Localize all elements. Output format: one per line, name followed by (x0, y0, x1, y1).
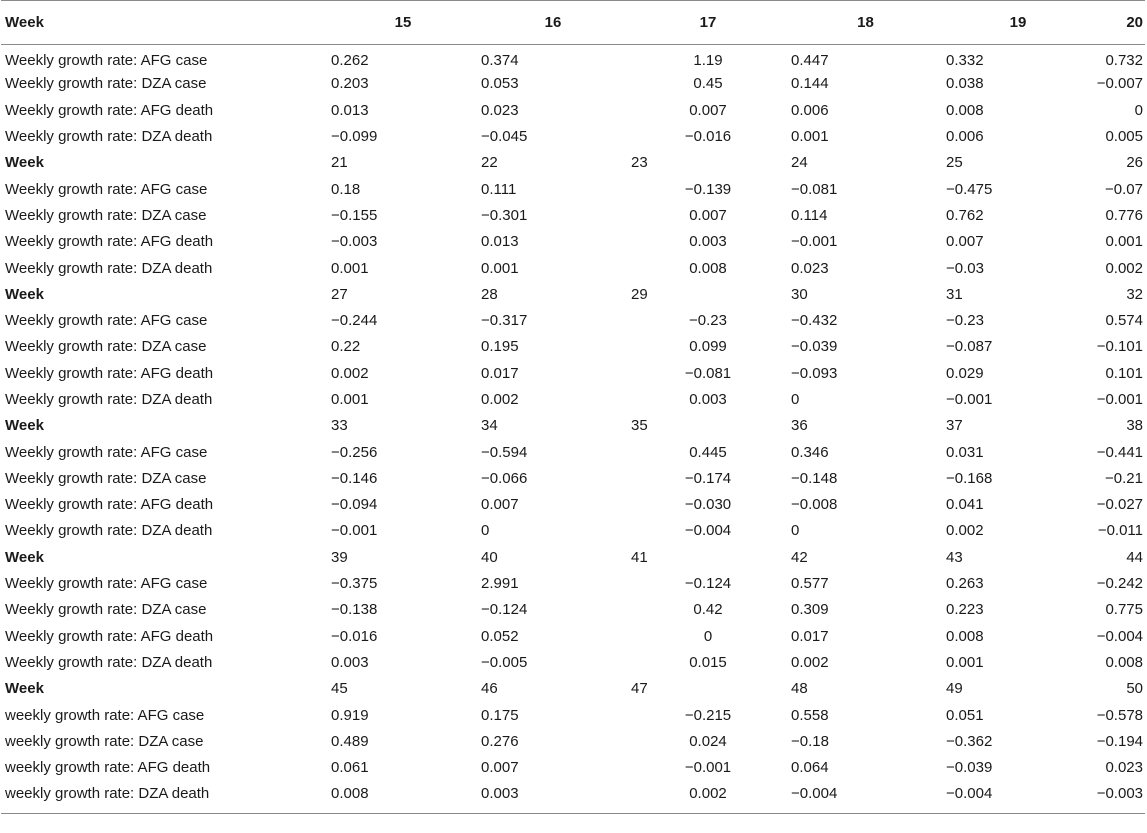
table-row (1, 229, 1145, 255)
row-label: weekly growth rate: AFG death (5, 759, 211, 777)
value-cell: 0.007 (481, 496, 519, 514)
value-cell: 0.053 (481, 75, 519, 93)
value-cell: −0.004 (791, 785, 838, 803)
value-cell: 0.052 (481, 627, 519, 645)
week-number-cell: 50 (1126, 680, 1143, 698)
value-cell: −0.081 (791, 180, 838, 198)
week-number-cell: 44 (1126, 548, 1143, 566)
value-cell: 0.017 (791, 627, 829, 645)
value-cell: 1.19 (693, 52, 723, 70)
value-cell: 0.001 (331, 391, 369, 408)
value-cell: 0.195 (481, 338, 519, 356)
week-label: Week (5, 285, 44, 303)
row-label: Weekly growth rate: AFG death (5, 496, 214, 514)
value-cell: 0 (791, 522, 800, 540)
header-week-cell: 15 (394, 14, 412, 31)
header-week-label: Week (5, 14, 44, 31)
week-label: Week (5, 680, 44, 698)
value-cell: 0.775 (1105, 601, 1143, 619)
value-cell: −0.18 (791, 732, 829, 750)
table-row (1, 334, 1145, 360)
row-label: Weekly growth rate: AFG case (5, 180, 208, 198)
value-cell: 0.002 (331, 364, 369, 382)
value-cell: 0 (703, 627, 713, 645)
value-cell: 0.015 (689, 653, 727, 671)
header-week-cell: 20 (1126, 14, 1143, 31)
row-label: Weekly growth rate: DZA death (5, 128, 213, 146)
week-number-cell: 33 (331, 417, 348, 435)
value-cell: 0.007 (689, 206, 727, 224)
week-row (1, 281, 1145, 307)
value-cell: −0.375 (331, 575, 378, 593)
value-cell: −0.441 (1096, 443, 1143, 461)
week-number-cell: 24 (791, 154, 808, 172)
table-header (1, 1, 1145, 45)
week-number-cell: 29 (631, 285, 648, 303)
row-label: Weekly growth rate: DZA death (5, 391, 213, 408)
table-row (1, 97, 1145, 123)
week-number-cell: 26 (1126, 154, 1143, 172)
table-row (1, 570, 1145, 596)
value-cell: 0.489 (331, 732, 369, 750)
week-number-cell: 32 (1126, 285, 1143, 303)
week-number-cell: 45 (331, 680, 348, 698)
table-row (1, 307, 1145, 333)
value-cell: −0.578 (1096, 706, 1143, 724)
value-cell: 0.003 (331, 653, 369, 671)
table-row (1, 649, 1145, 675)
row-label: Weekly growth rate: DZA case (5, 206, 207, 224)
value-cell: −0.001 (791, 233, 838, 251)
value-cell: 0.002 (1105, 259, 1143, 277)
value-cell: 0.18 (331, 180, 361, 198)
value-cell: 0.007 (946, 233, 984, 251)
value-cell: 0.008 (689, 259, 727, 277)
value-cell: −0.001 (331, 522, 378, 540)
header-week-cell: 16 (544, 14, 562, 31)
value-cell: 0.002 (481, 391, 519, 408)
header-week-cell: 17 (699, 14, 717, 31)
table-row (1, 386, 1145, 412)
week-number-cell: 28 (481, 285, 498, 303)
value-cell: 0.309 (791, 601, 829, 619)
value-cell: −0.124 (684, 575, 732, 593)
table-row (1, 465, 1145, 491)
header-week-cell: 19 (1009, 14, 1027, 31)
value-cell: 0.001 (481, 259, 519, 277)
table-row (1, 360, 1145, 386)
table-row (1, 176, 1145, 202)
week-row (1, 413, 1145, 439)
row-label: Weekly growth rate: DZA case (5, 75, 207, 93)
value-cell: −0.215 (684, 706, 732, 724)
table-row (1, 123, 1145, 149)
value-cell: −0.007 (1096, 75, 1143, 93)
value-cell: −0.23 (689, 312, 727, 330)
value-cell: 0.023 (791, 259, 829, 277)
week-number-cell: 31 (946, 285, 963, 303)
row-label: Weekly growth rate: AFG death (5, 233, 214, 251)
table-row (1, 623, 1145, 649)
value-cell: 0.031 (946, 443, 984, 461)
value-cell: 0.558 (791, 706, 829, 724)
row-label: weekly growth rate: DZA case (5, 732, 204, 750)
value-cell: −0.099 (331, 128, 378, 146)
row-label: Weekly growth rate: DZA death (5, 259, 213, 277)
week-number-cell: 43 (946, 548, 963, 566)
table-row (1, 71, 1145, 97)
value-cell: −0.301 (481, 206, 528, 224)
value-cell: 0.024 (689, 732, 727, 750)
value-cell: −0.148 (791, 469, 838, 487)
week-number-cell: 30 (791, 285, 808, 303)
table-row (1, 45, 1145, 71)
value-cell: 0 (481, 522, 490, 540)
row-label: Weekly growth rate: AFG case (5, 443, 208, 461)
value-cell: 0.017 (481, 364, 519, 382)
week-number-cell: 39 (331, 548, 348, 566)
value-cell: 0.762 (946, 206, 984, 224)
value-cell: 0.061 (331, 759, 369, 777)
value-cell: 0.007 (689, 101, 727, 119)
value-cell: 0.006 (791, 101, 829, 119)
row-label: Weekly growth rate: DZA case (5, 469, 207, 487)
value-cell: 2.991 (481, 575, 519, 593)
week-label: Week (5, 548, 44, 566)
row-label: Weekly growth rate: AFG case (5, 312, 208, 330)
value-cell: 0.114 (791, 206, 828, 224)
table-row (1, 492, 1145, 518)
growth-rate-table (1, 0, 1145, 807)
value-cell: 0.447 (791, 52, 829, 70)
value-cell: −0.016 (331, 627, 378, 645)
value-cell: 0.003 (689, 391, 727, 408)
value-cell: 0.776 (1105, 206, 1143, 224)
week-number-cell: 47 (631, 680, 648, 698)
value-cell: −0.003 (331, 233, 378, 251)
table-row (1, 597, 1145, 623)
table-row (1, 202, 1145, 228)
week-row (1, 676, 1145, 702)
value-cell: 0.144 (791, 75, 829, 93)
value-cell: −0.139 (684, 180, 732, 198)
value-cell: −0.146 (331, 469, 378, 487)
week-number-cell: 22 (481, 154, 498, 172)
value-cell: 0.445 (689, 443, 727, 461)
value-cell: 0.008 (946, 627, 984, 645)
row-label: Weekly growth rate: DZA case (5, 338, 207, 356)
table-row (1, 439, 1145, 465)
value-cell: −0.21 (1105, 469, 1143, 487)
week-number-cell: 36 (791, 417, 808, 435)
value-cell: −0.081 (684, 364, 732, 382)
value-cell: 0.45 (693, 75, 723, 93)
value-cell: −0.07 (1105, 180, 1143, 198)
week-number-cell: 23 (631, 154, 648, 172)
table-row (1, 728, 1145, 754)
value-cell: −0.003 (1096, 785, 1143, 803)
row-label: Weekly growth rate: DZA case (5, 601, 207, 619)
value-cell: 0 (1134, 101, 1143, 119)
row-label: weekly growth rate: DZA death (5, 785, 210, 803)
table-row (1, 702, 1145, 728)
week-number-cell: 40 (481, 548, 498, 566)
week-number-cell: 35 (631, 417, 648, 435)
value-cell: 0.007 (481, 759, 519, 777)
week-row (1, 150, 1145, 176)
value-cell: 0.262 (331, 52, 369, 70)
value-cell: 0.001 (791, 128, 829, 146)
value-cell: −0.008 (791, 496, 838, 514)
row-label: Weekly growth rate: AFG death (5, 364, 214, 382)
value-cell: 0.002 (689, 785, 727, 803)
value-cell: 0.038 (946, 75, 984, 93)
week-label: Week (5, 154, 44, 172)
row-label: Weekly growth rate: AFG case (5, 575, 208, 593)
value-cell: −0.045 (481, 128, 528, 146)
value-cell: −0.004 (946, 785, 993, 803)
value-cell: 0.42 (693, 601, 723, 619)
week-number-cell: 38 (1126, 417, 1143, 435)
value-cell: 0.041 (946, 496, 984, 514)
value-cell: 0.101 (1105, 364, 1143, 382)
value-cell: −0.027 (1096, 496, 1143, 514)
value-cell: −0.011 (1097, 522, 1143, 540)
week-number-cell: 37 (946, 417, 963, 435)
value-cell: 0.001 (331, 259, 369, 277)
value-cell: 0.099 (689, 338, 727, 356)
value-cell: 0.276 (481, 732, 519, 750)
row-label: weekly growth rate: AFG case (5, 706, 205, 724)
row-label: Weekly growth rate: AFG case (5, 52, 208, 70)
value-cell: −0.256 (331, 443, 378, 461)
value-cell: −0.016 (684, 128, 732, 146)
value-cell: −0.001 (1096, 391, 1143, 408)
week-number-cell: 46 (481, 680, 498, 698)
value-cell: 0.003 (689, 233, 727, 251)
value-cell: −0.594 (481, 443, 528, 461)
value-cell: 0.023 (481, 101, 519, 119)
value-cell: 0.013 (331, 101, 369, 119)
week-row (1, 544, 1145, 570)
value-cell: 0.051 (946, 706, 984, 724)
value-cell: −0.066 (481, 469, 528, 487)
value-cell: −0.475 (946, 180, 993, 198)
value-cell: 0.263 (946, 575, 984, 593)
week-number-cell: 42 (791, 548, 808, 566)
value-cell: 0.002 (791, 653, 829, 671)
table-row (1, 781, 1145, 807)
table-row (1, 518, 1145, 544)
value-cell: −0.194 (1096, 732, 1143, 750)
value-cell: −0.244 (331, 312, 378, 330)
value-cell: 0 (791, 391, 800, 408)
value-cell: −0.094 (331, 496, 378, 514)
value-cell: −0.039 (946, 759, 993, 777)
week-number-cell: 49 (946, 680, 963, 698)
week-number-cell: 25 (946, 154, 963, 172)
value-cell: 0.013 (481, 233, 519, 251)
week-number-cell: 48 (791, 680, 808, 698)
value-cell: 0.002 (946, 522, 984, 540)
value-cell: 0.006 (946, 128, 984, 146)
table-body (1, 45, 1145, 808)
week-number-cell: 34 (481, 417, 498, 435)
value-cell: −0.030 (684, 496, 732, 514)
header-row (1, 1, 1145, 45)
value-cell: 0.732 (1105, 52, 1143, 70)
value-cell: −0.093 (791, 364, 838, 382)
value-cell: −0.03 (946, 259, 984, 277)
value-cell: 0.111 (481, 180, 517, 198)
row-label: Weekly growth rate: AFG death (5, 101, 214, 119)
value-cell: −0.124 (481, 601, 528, 619)
value-cell: 0.919 (331, 706, 369, 724)
value-cell: −0.23 (946, 312, 984, 330)
value-cell: −0.039 (791, 338, 838, 356)
value-cell: −0.001 (684, 759, 732, 777)
table-row (1, 755, 1145, 781)
value-cell: 0.005 (1105, 128, 1143, 146)
value-cell: −0.005 (481, 653, 528, 671)
row-label: Weekly growth rate: DZA death (5, 653, 213, 671)
value-cell: −0.101 (1096, 338, 1143, 356)
value-cell: 0.574 (1105, 312, 1143, 330)
value-cell: 0.203 (331, 75, 369, 93)
value-cell: −0.155 (331, 206, 378, 224)
value-cell: −0.362 (946, 732, 993, 750)
value-cell: 0.22 (331, 338, 361, 356)
value-cell: 0.064 (791, 759, 829, 777)
value-cell: −0.004 (684, 522, 732, 540)
value-cell: −0.317 (481, 312, 528, 330)
value-cell: 0.223 (946, 601, 984, 619)
value-cell: 0.346 (791, 443, 829, 461)
row-label: Weekly growth rate: AFG death (5, 627, 214, 645)
value-cell: 0.332 (946, 52, 984, 70)
week-label: Week (5, 417, 44, 435)
value-cell: 0.008 (1105, 653, 1143, 671)
week-number-cell: 21 (331, 154, 348, 172)
value-cell: −0.138 (331, 601, 378, 619)
value-cell: 0.008 (946, 101, 984, 119)
value-cell: 0.001 (1105, 233, 1143, 251)
value-cell: 0.374 (481, 52, 519, 70)
value-cell: 0.029 (946, 364, 984, 382)
header-week-cell: 18 (857, 14, 874, 31)
value-cell: 0.008 (331, 785, 369, 803)
value-cell: −0.087 (946, 338, 993, 356)
row-label: Weekly growth rate: DZA death (5, 522, 213, 540)
week-number-cell: 27 (331, 285, 348, 303)
value-cell: 0.175 (481, 706, 519, 724)
value-cell: −0.242 (1096, 575, 1143, 593)
bottom-rule (1, 813, 1145, 814)
value-cell: 0.023 (1105, 759, 1143, 777)
value-cell: −0.001 (946, 391, 993, 408)
value-cell: 0.577 (791, 575, 829, 593)
value-cell: 0.003 (481, 785, 519, 803)
week-number-cell: 41 (631, 548, 648, 566)
value-cell: −0.432 (791, 312, 838, 330)
value-cell: 0.001 (946, 653, 984, 671)
value-cell: −0.174 (684, 469, 732, 487)
value-cell: −0.004 (1096, 627, 1143, 645)
value-cell: −0.168 (946, 469, 993, 487)
table-row (1, 255, 1145, 281)
